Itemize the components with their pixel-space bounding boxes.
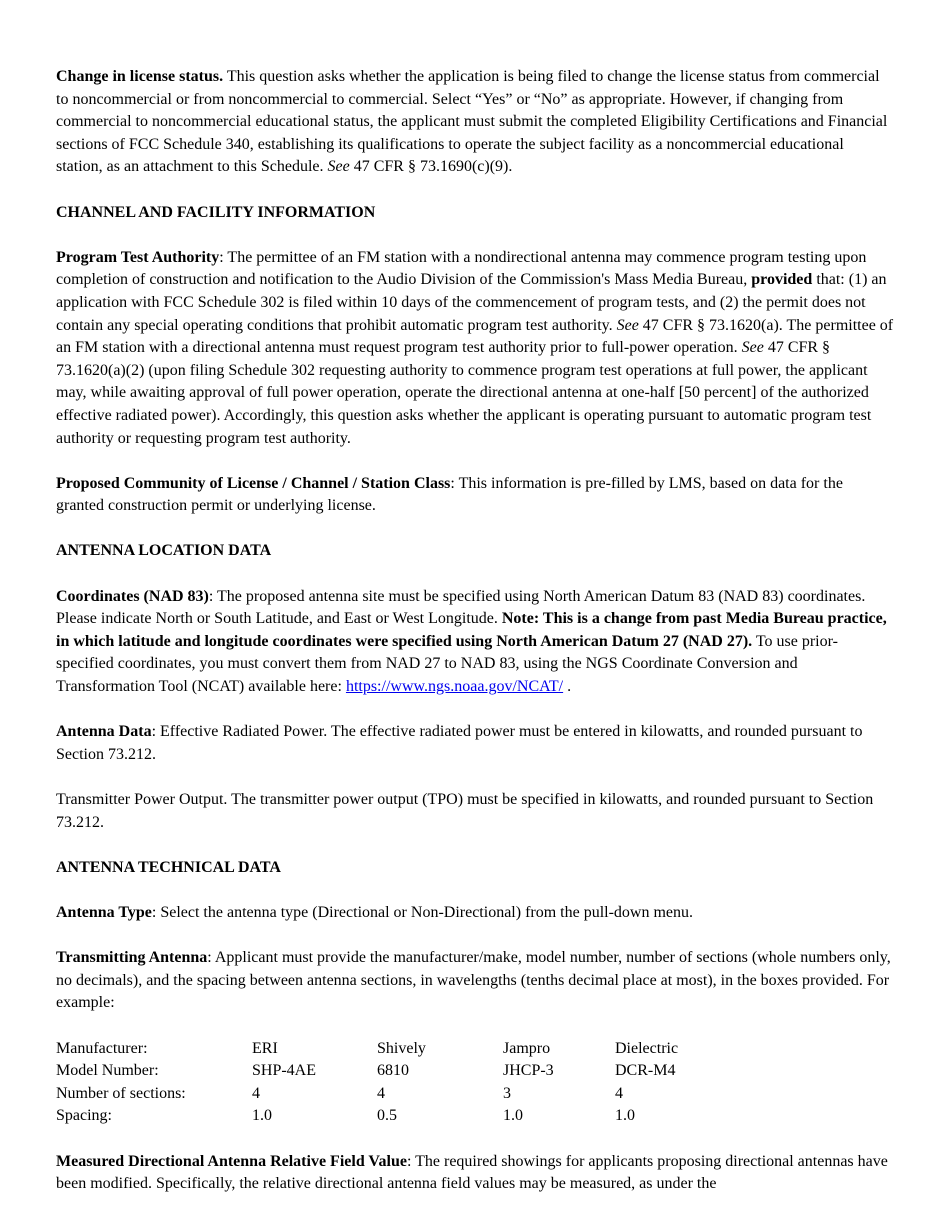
- table-cell: ERI: [252, 1039, 278, 1057]
- table-cell: 4: [615, 1084, 623, 1102]
- table-cell: Spacing:: [56, 1107, 112, 1125]
- table-cell: Model Number:: [56, 1062, 159, 1080]
- antenna-type-paragraph: Antenna Type: Select the antenna type (Directional or Non-Directional) from the pull-down menu.: [56, 903, 694, 921]
- table-cell: 6810: [377, 1062, 409, 1080]
- table-cell: 3: [503, 1084, 511, 1102]
- transmitting-antenna-paragraph: Transmitting Antenna: Applicant must provide the manufacturer/make, model number, number of sections (whole numbers only, no decimals), and the spacing between antenna sections, in wavelengths (tenths decimal place at most), in the boxes provided. For example:: [56, 949, 891, 1012]
- table-row: [56, 1038, 735, 1061]
- coordinates-label: Coordinates (NAD 83): [56, 587, 209, 605]
- antenna-data-paragraph: Antenna Data: Effective Radiated Power. The effective radiated power must be entered in kilowatts, and rounded pursuant to Section 73.212.: [56, 723, 863, 763]
- transmitting-antenna-label: Transmitting Antenna: [56, 949, 208, 967]
- table-cell: Jampro: [503, 1039, 551, 1057]
- table-row: [56, 1060, 735, 1083]
- proposed-community-paragraph: Proposed Community of License / Channel / Station Class: This information is pre-filled by LMS, based on data for the granted construction permit or underlying license.: [56, 474, 843, 515]
- change-status-label: Change in license status.: [56, 68, 224, 85]
- section-heading-location: ANTENNA LOCATION DATA: [56, 542, 272, 560]
- measured-field-label: Measured Directional Antenna Relative Field Value: [56, 1152, 407, 1170]
- section-heading-technical: ANTENNA TECHNICAL DATA: [56, 858, 281, 876]
- table-cell: 4: [377, 1084, 385, 1102]
- table-row: [56, 1105, 735, 1128]
- tpo-paragraph: Transmitter Power Output. The transmitter power output (TPO) must be specified in kilowatts, and rounded pursuant to Section 73.212.: [56, 791, 874, 831]
- section-heading-channel: CHANNEL AND FACILITY INFORMATION: [56, 203, 376, 221]
- coordinates-note: Note: This is a change from past Media Bureau practice, in which latitude and longitude coordinates were specified using North American Datum 27 (NAD 27).: [56, 610, 887, 650]
- antenna-type-label: Antenna Type: [56, 903, 152, 921]
- antenna-data-label: Antenna Data: [56, 723, 152, 741]
- example-antenna-table: [56, 1038, 735, 1128]
- table-cell: SHP-4AE: [252, 1062, 317, 1080]
- document-page: [56, 66, 894, 1218]
- program-test-paragraph: Program Test Authority: The permittee of an FM station with a nondirectional antenna may commence program testing upon completion of construction and notification to the Audio Division of the Commission's Mass Media Bureau, provided that: (1) an application with FCC Schedule 302 is filed within 10 days of the commencement of program tests, and (2) the permit does not contain any special operating conditions that prohibit automatic program test authority. See 47 CFR § 73.1620(a). The permittee of an FM station with a directional antenna must request program test authority prior to full-power operation. See 47 CFR § 73.1620(a)(2) (upon filing Schedule 302 requesting authority to commence program test operations at full power, the applicant may, while awaiting approval of full power operation, operate the directional antenna at one-half [50 percent] of the authorized effective radiated power). Accordingly, this question asks whether the applicant is operating pursuant to automatic program test authority or requesting program test authority.: [56, 248, 894, 447]
- change-status-paragraph: Change in license status. This question asks whether the application is being filed to change the license status from commercial to noncommercial or from noncommercial to commercial. Select “Yes” or “No” as appropriate. However, if changing from commercial to noncommercial educational status, the applicant must submit the completed Eligibility Certifications and Financial sections of FCC Schedule 340, establishing its qualifications to operate the subject facility as a noncommercial educational station, as an attachment to this Schedule. See 47 CFR § 73.1690(c)(9).: [56, 68, 888, 176]
- table-cell: 1.0: [503, 1107, 523, 1125]
- table-cell: 1.0: [615, 1107, 635, 1125]
- table-cell: Shively: [377, 1039, 426, 1057]
- table-cell: 4: [252, 1084, 260, 1102]
- table-cell: 0.5: [377, 1107, 397, 1125]
- table-cell: JHCP-3: [503, 1062, 554, 1080]
- table-cell: Number of sections:: [56, 1084, 186, 1102]
- ncat-link[interactable]: https://www.ngs.noaa.gov/NCAT/: [345, 678, 564, 696]
- table-cell: Dielectric: [615, 1039, 679, 1057]
- measured-field-paragraph: Measured Directional Antenna Relative Field Value: The required showings for applicants proposing directional antennas have been modified. Specifically, the relative directional antenna field values may be measured, as under the: [56, 1152, 888, 1193]
- table-row: [56, 1083, 735, 1106]
- program-test-label: Program Test Authority: [56, 248, 220, 266]
- table-cell: Manufacturer:: [56, 1039, 148, 1057]
- table-cell: 1.0: [252, 1107, 272, 1125]
- coordinates-paragraph: Coordinates (NAD 83): The proposed antenna site must be specified using North American Datum 83 (NAD 83) coordinates. Please indicate North or South Latitude, and East or West Longitude. Note: This is a change from past Media Bureau practice, in which latitude and longitude coordinates were specified using North American Datum 27 (NAD 27). To use prior-specified coordinates, you must convert them from NAD 27 to NAD 83, using the NGS Coordinate Conversion and Transformation Tool (NCAT) available here: https://www.ngs.noaa.gov/NCAT/ .: [56, 587, 887, 696]
- table-cell: DCR-M4: [615, 1062, 676, 1080]
- proposed-community-label: Proposed Community of License / Channel / Station Class: [56, 474, 451, 492]
